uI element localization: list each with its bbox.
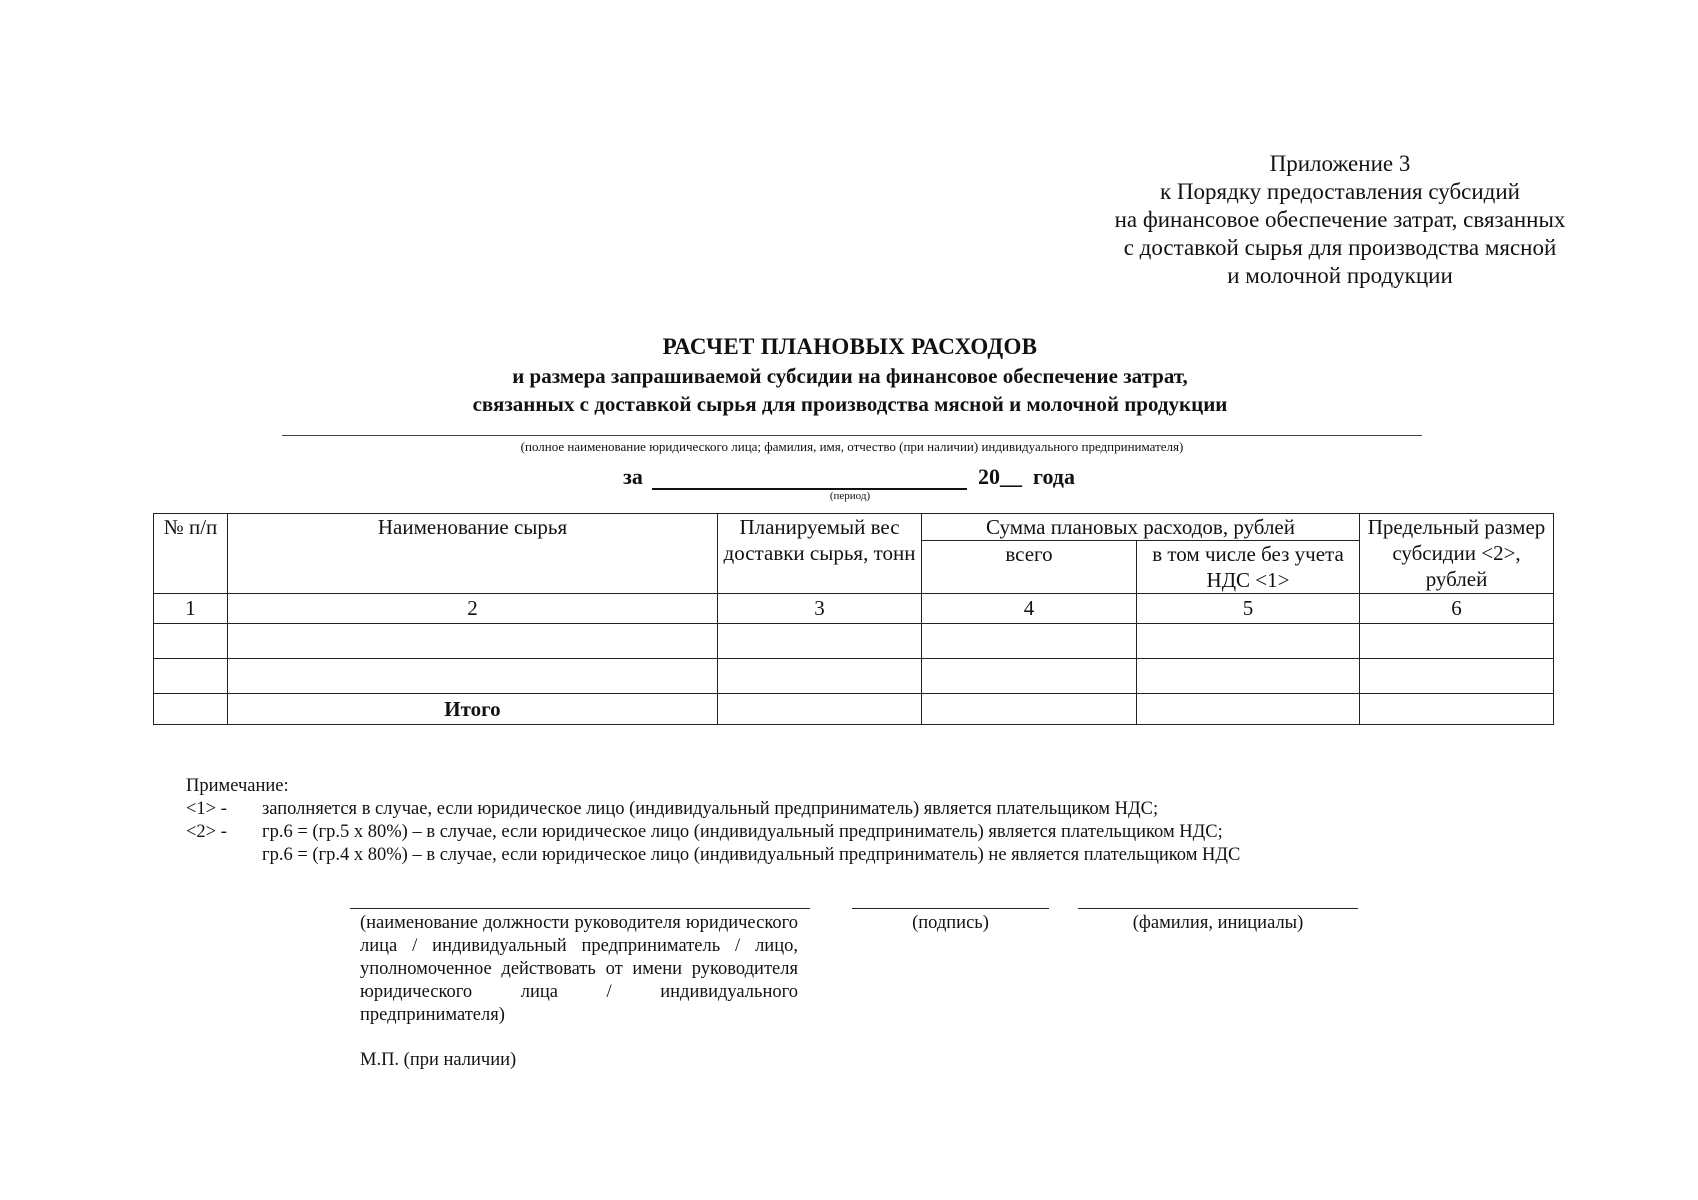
stamp-placeholder: М.П. (при наличии) — [360, 1050, 517, 1070]
table-row — [154, 624, 1554, 659]
header-material-name: Наименование сырья — [228, 514, 718, 594]
table-cell — [718, 694, 922, 725]
title-subtitle-line-1: и размера запрашиваемой субсидии на финансовое обеспечение затрат, — [512, 364, 1188, 388]
notes-title: Примечание: — [186, 776, 289, 796]
position-signature-line — [350, 908, 810, 909]
notes-section — [186, 775, 1486, 867]
organization-name-caption: (полное наименование юридического лица; фамилия, имя, отчество (при наличии) индивидуального предпринимателя) — [520, 439, 1184, 454]
period-row — [580, 460, 1140, 490]
appendix-line: Приложение 3 — [1269, 151, 1411, 176]
table-header-row — [154, 514, 1554, 541]
table-cell — [922, 694, 1137, 725]
header-expenses-total: всего — [922, 541, 1137, 594]
note-mark: <2> - — [186, 822, 227, 842]
signature-line — [852, 908, 1049, 909]
column-number: 2 — [228, 594, 718, 624]
appendix-header — [1090, 150, 1590, 290]
expense-calculation-table — [153, 513, 1554, 725]
table-cell — [1137, 659, 1360, 694]
total-label: Итого — [228, 694, 718, 725]
table-cell — [922, 659, 1137, 694]
column-number: 3 — [718, 594, 922, 624]
table-cell — [1137, 624, 1360, 659]
column-number: 4 — [922, 594, 1137, 624]
appendix-line: и молочной продукции — [1227, 263, 1453, 288]
name-signature-line — [1078, 908, 1358, 909]
period-caption: (период) — [829, 490, 871, 502]
header-planned-expenses: Сумма плановых расходов, рублей — [922, 514, 1360, 541]
organization-name-line — [282, 435, 1422, 436]
position-caption: (наименование должности руководителя юридического лица / индивидуальный предприниматель / лицо, уполномоченное действовать от имени руководителя юридического лица / индивидуального предпринимателя) — [360, 913, 798, 1025]
period-prefix: за — [623, 464, 643, 489]
signature-caption: (подпись) — [912, 913, 989, 933]
column-number-row — [154, 594, 1554, 624]
table-cell — [154, 694, 228, 725]
table-cell — [1137, 694, 1360, 725]
table-cell — [1360, 659, 1554, 694]
note-text: гр.6 = (гр.5 х 80%) – в случае, если юридическое лицо (индивидуальный предприниматель) является плательщиком НДС; — [262, 822, 1223, 842]
header-planned-weight: Планируемый вес доставки сырья, тонн — [718, 514, 922, 594]
column-number: 6 — [1360, 594, 1554, 624]
document-title — [280, 332, 1420, 418]
column-number: 1 — [154, 594, 228, 624]
note-text: заполняется в случае, если юридическое лицо (индивидуальный предприниматель) является плательщиком НДС; — [262, 799, 1159, 819]
title-main: РАСЧЕТ ПЛАНОВЫХ РАСХОДОВ — [662, 334, 1038, 359]
table-cell — [1360, 694, 1554, 725]
name-caption: (фамилия, инициалы) — [1132, 913, 1304, 933]
note-item — [186, 821, 1486, 844]
note-text: гр.6 = (гр.4 х 80%) – в случае, если юридическое лицо (индивидуальный предприниматель) не является плательщиком НДС — [262, 845, 1241, 865]
table-cell — [718, 659, 922, 694]
title-subtitle-line-2: связанных с доставкой сырья для производства мясной и молочной продукции — [472, 392, 1228, 416]
appendix-line: с доставкой сырья для производства мясной — [1123, 235, 1557, 260]
appendix-line: к Порядку предоставления субсидий — [1160, 179, 1520, 204]
table-cell — [154, 624, 228, 659]
note-item — [186, 844, 1486, 867]
table-row — [154, 659, 1554, 694]
appendix-line: на финансовое обеспечение затрат, связанных — [1114, 207, 1566, 232]
period-year: 20__ года — [978, 464, 1075, 489]
note-item — [186, 798, 1486, 821]
table-cell — [922, 624, 1137, 659]
total-row — [154, 694, 1554, 725]
column-number: 5 — [1137, 594, 1360, 624]
table-cell — [154, 659, 228, 694]
table-cell — [718, 624, 922, 659]
header-num: № п/п — [154, 514, 228, 594]
header-subsidy-limit: Предельный размер субсидии <2>, рублей — [1360, 514, 1554, 594]
table-cell — [228, 624, 718, 659]
table-cell — [228, 659, 718, 694]
table-cell — [1360, 624, 1554, 659]
note-mark: <1> - — [186, 799, 227, 819]
header-expenses-excl-vat: в том числе без учета НДС <1> — [1137, 541, 1360, 594]
